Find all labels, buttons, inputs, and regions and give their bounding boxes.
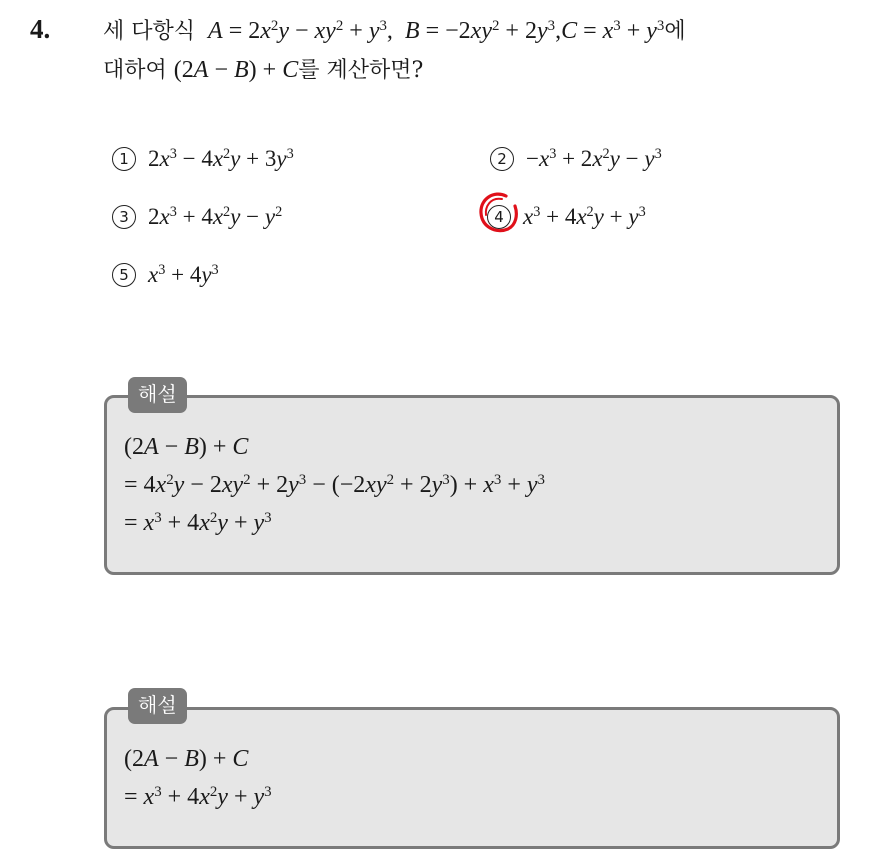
choice-2[interactable] xyxy=(490,146,662,173)
polynomial-a: $A = 2x^2y - xy^2 + y^3$, $B = -2xy^2 + 2y^3,C = x^3 + y^3$ xyxy=(208,17,665,44)
solution-line: = $4x^2y - 2xy^2 + 2y^3 - (-2xy^2 + 2y^3) + x^3 + y^3$ xyxy=(124,471,545,498)
solution-line: = $x^3 + 4x^2y + y^3$ xyxy=(124,783,272,810)
choice-expression: $2x^3 + 4x^2y - y^2$ xyxy=(148,204,283,229)
choice-expression: $-x^3 + 2x^2y - y^3$ xyxy=(526,146,662,171)
choice-number: 5 xyxy=(112,263,136,287)
choice-expression: $2x^3 - 4x^2y + 3y^3$ xyxy=(148,146,294,171)
question-line2-post: 를 계산하면? xyxy=(298,58,424,83)
choice-4[interactable] xyxy=(487,204,646,231)
choice-number: 1 xyxy=(112,147,136,171)
choice-number: 3 xyxy=(112,205,136,229)
question-intro: 세 다항식 xyxy=(103,19,196,44)
choice-1[interactable] xyxy=(112,146,294,173)
solution-line: (2A − B) + C xyxy=(124,434,249,460)
question-mid: 에 xyxy=(664,19,686,44)
solution-label: 해설 xyxy=(128,377,187,413)
solution-body-2 xyxy=(124,740,272,816)
choice-number: 2 xyxy=(490,147,514,171)
choice-expression: $x^3 + 4x^2y + y^3$ xyxy=(523,204,646,229)
solution-line: = $x^3 + 4x^2y + y^3$ xyxy=(124,509,272,536)
choice-number: 4 xyxy=(487,205,511,229)
choice-3[interactable] xyxy=(112,204,282,231)
expression: (2A − B) + C xyxy=(173,57,299,83)
solution-body-1 xyxy=(124,428,545,542)
question-number: 4. xyxy=(30,14,51,44)
choice-expression: $x^3 + 4y^3$ xyxy=(148,262,219,287)
question-line2-pre: 대하여 xyxy=(103,58,167,83)
question-text xyxy=(103,12,873,90)
choice-5[interactable] xyxy=(112,262,219,289)
solution-line: (2A − B) + C xyxy=(124,746,249,772)
solution-label: 해설 xyxy=(128,688,187,724)
